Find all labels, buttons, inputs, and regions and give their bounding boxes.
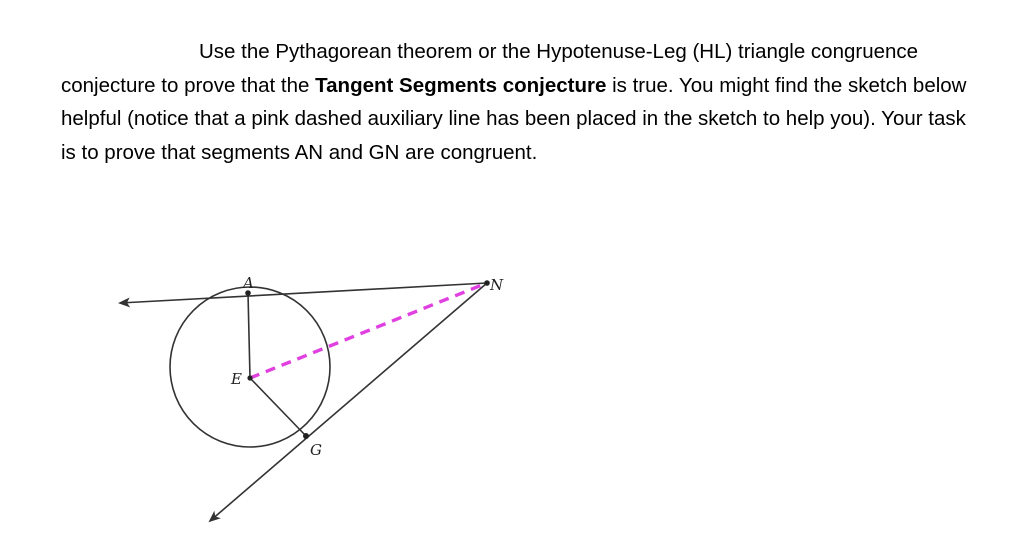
label-g: G [310,441,322,459]
radius-eg [250,378,306,436]
auxiliary-dashed-line-en [250,283,487,378]
label-a: A [243,274,254,292]
label-e: E [231,370,242,388]
label-n: N [490,276,504,294]
problem-text-after: is true. You might find the sketch below helpful (notice that a pink dashed auxiliary line has been placed in the sketch to help you). Your task is to prove that segments AN and GN are congruent. [61,73,967,164]
radius-ea [248,293,250,378]
point-g [303,433,309,439]
point-n [484,280,490,286]
tangent-line-at-g [210,283,487,521]
problem-text-before: Use the Pythagorean theorem or the Hypotenuse-Leg (HL) triangle congruence conjecture to prove that the [61,40,919,97]
tangent-line-at-a [120,283,487,303]
problem-bold-term: Tangent Segments conjecture [315,73,607,97]
point-e [247,375,252,380]
